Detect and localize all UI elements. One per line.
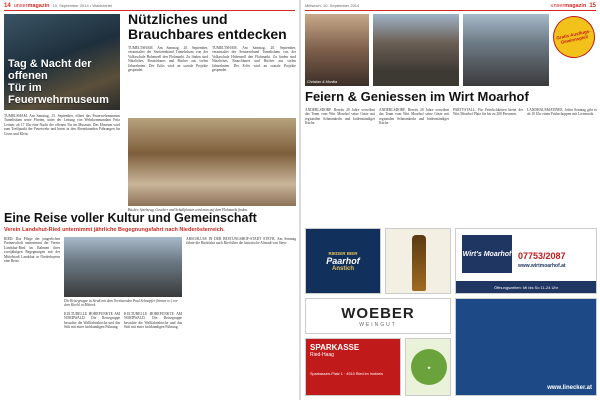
story2-caption: Bücher, Spielzeug, Geschirr und Schallplatten wird man auf dem Flohmarkt finden. (128, 208, 248, 212)
story3-subline: Verein Landshut-Ried unternimmt jährliche Begegnungsfahrt nach Niederösterreich. (4, 227, 225, 233)
regional-badge-icon: ★ (411, 349, 447, 385)
page-number: 14 (4, 2, 11, 9)
travel-group-photo (64, 237, 182, 297)
story3-body-col3: ABSCHLUSS IN DER BESTUNGSHOF-STADT STEYR. Am Sonntag führte die Rückfahrt nach Ried über die historische Altstadt von Steyr. (186, 237, 296, 246)
header-rule (305, 10, 596, 11)
story1-body: TUMELSHAM. Am Samstag, 13. September, öffnet das Feuerwehrmuseum Tumeltsham seine Pforten, unter der Leitung von Wehrkommandant Fritz Leitner, ab 17 Uhr eine Nacht der offenen Tür im Museum. Das Museum wird zum Treffpunkt der Feuerwehr und bietet in den Abendstunden Führungen für Gross und Klein. (4, 114, 120, 136)
story3-body-col1: RIED. Das Pflege der jungerlichen Partnerschaft unternimmt der Verein Landshut-Ried im Rahmen ihrer zweijährigen Begegnungen mit der Mittelstadt Landshut in Niederbayern eine Reise. (4, 237, 60, 264)
moarhof-body-col1: ANDERLSDORF. Bereits 20 Jahre verwöhnt das Team vom Wirt Moarhof seine Gäste mit regionalen Schmankerln und bodenständiger Küche. (305, 108, 375, 126)
moarhof-hours: Öffnungszeiten: Mi bis So 11-24 Uhr (456, 281, 596, 293)
magazine-brand: unsermagazin (550, 2, 587, 9)
museum-night-photo (4, 14, 120, 110)
beer-bottle-ad[interactable] (385, 228, 451, 294)
story3-body-col2: KULTURELLE HÖHEPUNKTE AM NORDWALD. Die Reisegruppe besuchte die Wallfahrtskirche und das Stift mit einer fachkundigen Führung. (64, 312, 120, 330)
moarhof-logo: Wirt's Moarhof (462, 235, 512, 273)
left-page (0, 0, 299, 400)
brewery-ad[interactable] (305, 228, 381, 294)
owners-photo (305, 14, 369, 86)
woeber-ad[interactable] (305, 298, 451, 334)
regional-badge-ad[interactable] (405, 338, 451, 396)
brewery-line1: RIEDER BIER (328, 250, 358, 256)
moarhof-ad[interactable] (455, 228, 597, 294)
sparkasse-name: SPARKASSE (310, 343, 360, 352)
moarhof-phone: 07753/2087 (518, 251, 566, 261)
moarhof-web[interactable]: www.wirtmoarhof.at (518, 263, 566, 269)
page-meta: Mittwoch, 10. September 2014 (305, 3, 360, 8)
story3-headline: Eine Reise voller Kultur und Gemeinschaft (4, 211, 257, 225)
moarhof-body-col3: PARTYSTALL. Für Feierlichkeiten bietet der Wirt Moarhof Platz für bis zu 200 Personen. (453, 108, 523, 117)
story3-body-col2b: KULTURELLE HÖHEPUNKTE AM NORDWALD. Die Reisegruppe besuchte die Wallfahrtskirche und das Stift mit einer fachkundigen Führung. (124, 312, 182, 330)
lineker-web[interactable]: www.linecker.at (547, 385, 592, 391)
sparkasse-region: Ried-Haag (310, 352, 334, 358)
promo-badge: Gratis Ausflugs-Gewinnspiel! (549, 12, 599, 62)
story1-title: Tag & Nacht der offenen Tür im Feuerwehrmuseum (8, 58, 109, 106)
woeber-name: WOEBER (341, 304, 415, 322)
sparkasse-ad[interactable] (305, 338, 401, 396)
woeber-sub: WEINGUT (359, 321, 397, 328)
magazine-brand: unsermagazin (13, 2, 50, 9)
story2-body-col1: TUMELTSHAM. Am Samstag, 20. September, veranstaltet der Seniorenbund Tumeltsham von der Volksschule Hohenzell den Flohmarkt. Zu finden sind Nützliches, Brauchbares und Bücher aus vielen Jahrzehnten. Der Erlös wird an soziale Projekte gespendet. (128, 46, 208, 73)
brewery-line2: Paarhof (326, 255, 360, 266)
sparkasse-address: Sparkassen-Platz 1 · 4910 Ried im Innkreis (310, 372, 384, 376)
moarhof-body-col2: ANDERLSDORF. Bereits 20 Jahre verwöhnt das Team vom Wirt Moarhof seine Gäste mit regionalen Schmankerln und bodenständiger Küche. (379, 108, 449, 126)
moarhof-body-col4: LANDHAUSMATINEE. Jeden Sonntag gibt es ab 10 Uhr einen Frühschoppen mit Livemusik. (527, 108, 597, 117)
story3-caption: Die Reisegruppe in Straß mit dem Vorsitzenden Paul Schnöpfer (hinten re.) vor dem Kirchl in Mitterh. (64, 299, 178, 308)
beer-bottle-icon (412, 235, 426, 291)
story2-body-col2: TUMELTSHAM. Am Samstag, 20. September, veranstaltet der Seniorenbund Tumeltsham von der Volksschule Hohenzell den Flohmarkt. Zu finden sind Nützliches, Brauchbares und Bücher aus vielen Jahrzehnten. Der Erlös wird an soziale Projekte gespendet. (212, 46, 296, 73)
terrace-photo (463, 14, 549, 86)
flea-market-photo (128, 118, 296, 206)
owners-photo-caption: Christian & Monika (307, 80, 338, 84)
event-photo (373, 14, 459, 86)
right-page (301, 0, 600, 400)
page-number: 15 (589, 2, 596, 9)
brewery-line3: Anstich (331, 265, 354, 272)
story2-headline: Nützliches und Brauchbares entdecken (128, 11, 287, 42)
page-meta: 10. September 2014 • Waldviertel (52, 3, 112, 8)
lineker-ad[interactable] (455, 298, 597, 396)
moarhof-headline: Feiern & Geniessen im Wirt Moarhof (305, 89, 529, 104)
